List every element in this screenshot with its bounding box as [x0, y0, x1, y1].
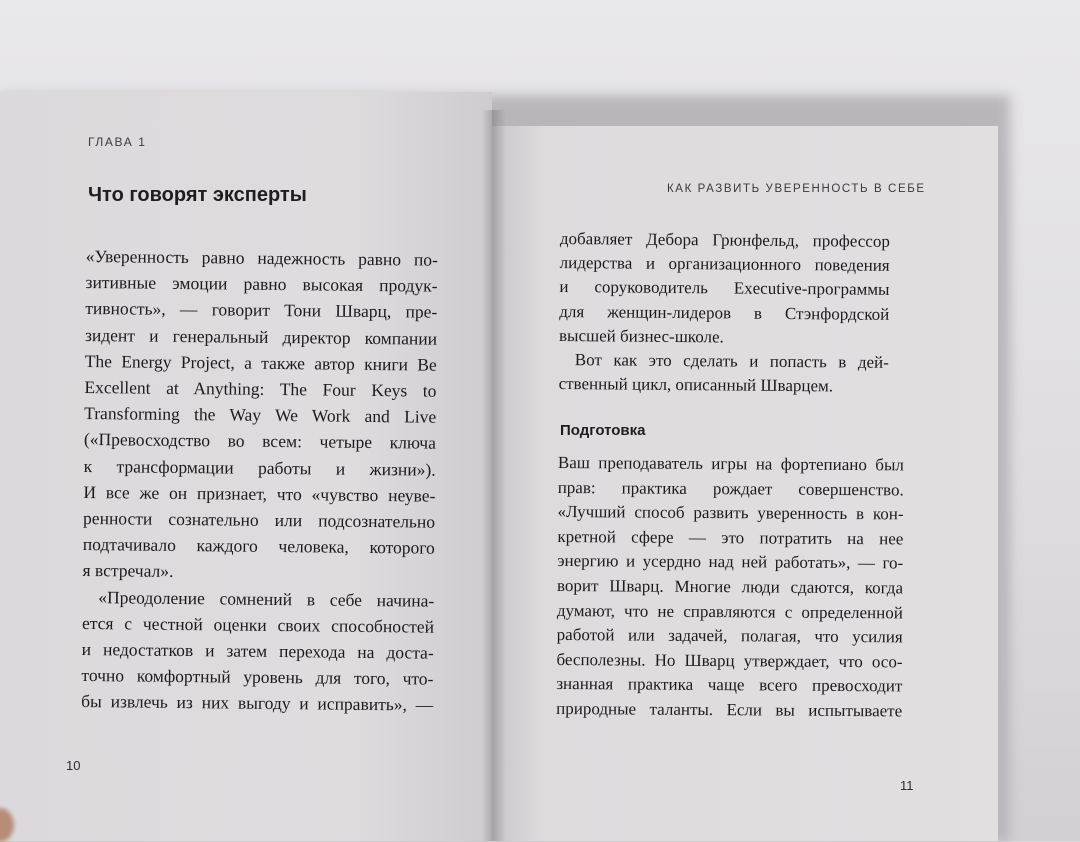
text-line: энергию и усердно над ней работать», — го-: [557, 551, 904, 573]
text-line: я встречал».: [82, 560, 174, 582]
text-line: «Уверенность равно надежность равно по-: [85, 245, 438, 270]
text-line: для женщин-лидеров в Стэнфордской: [559, 301, 890, 324]
page-number-right: 11: [900, 778, 914, 793]
text-line: к трансформации работы и жизни»).: [83, 455, 436, 480]
right-body-text-bottom: [556, 451, 904, 724]
text-line: «Лучший способ развить уверенность в кон-: [557, 502, 904, 524]
text-line: Ваш преподаватель игры на фортепиано был: [557, 452, 904, 475]
book-gutter: [482, 110, 506, 841]
text-line: и недостатков и затем перехода на доста-: [81, 639, 434, 663]
text-line: добавляет Дебора Грюнфельд, профессор: [559, 228, 890, 251]
text-line: Transforming the Way We Work and Live: [84, 403, 437, 427]
subheading: Подготовка: [560, 422, 646, 439]
left-page: [0, 92, 492, 841]
text-line: и соруководитель Executive-программы: [559, 277, 890, 300]
text-line: ется с честной оценки своих способностей: [81, 612, 435, 637]
right-body-text-top: [559, 227, 890, 399]
text-line: ворит Шварц. Многие люди сдаются, когда: [556, 575, 904, 598]
text-line: думают, что не справляются с определенной: [556, 600, 903, 622]
text-line: ственный цикл, описанный Шварцем.: [558, 374, 834, 396]
text-line: подтачивало каждого человека, которого: [82, 534, 435, 558]
right-page: [492, 126, 998, 841]
text-line: зидент и генеральный директор компании: [84, 324, 438, 349]
text-line: работой или задачей, полагая, что усилия: [556, 625, 903, 647]
text-line: («Превосходство во всем: четыре ключа: [83, 429, 437, 454]
text-line: The Energy Project, а также автор книги Be: [84, 350, 437, 375]
text-line: Excellent at Anything: The Four Keys to: [84, 377, 437, 401]
text-line: И все же он признает, что «чувство неуве-: [83, 481, 436, 506]
running-header: КАК РАЗВИТЬ УВЕРЕННОСТЬ В СЕБЕ: [667, 183, 926, 195]
text-line: кретной сфере — это потратить на нее: [557, 526, 904, 549]
page-number-left: 10: [66, 758, 81, 773]
text-line: прав: практика рождает совершенство.: [557, 477, 904, 500]
chapter-label: ГЛАВА 1: [88, 135, 147, 149]
text-line: «Преодоление сомнений в себе начина-: [98, 586, 435, 611]
text-line: ренности сознательно или подсознательно: [83, 508, 436, 532]
text-line: бесполезны. Но Шварц утверждает, что осо-: [556, 649, 903, 672]
text-line: природные таланты. Если вы испытываете: [556, 698, 903, 721]
text-line: точно комфортный уровень для того, что-: [81, 665, 434, 689]
text-line: бы извлечь из них выгоду и исправить», —: [81, 691, 434, 716]
text-line: лидерства и организационного поведения: [559, 253, 890, 276]
text-line: зитивные эмоции равно высокая продук-: [85, 272, 438, 296]
text-line: Вот как это сделать и попасть в дей-: [574, 350, 889, 372]
text-line: тивность», — говорит Тони Шварц, пре-: [85, 298, 438, 323]
left-body-text: [81, 243, 438, 718]
text-line: знанная практика чаще всего превосходит: [556, 674, 903, 696]
text-line: высшей бизнес-школе.: [558, 325, 724, 347]
section-heading: Что говорят эксперты: [88, 184, 307, 206]
